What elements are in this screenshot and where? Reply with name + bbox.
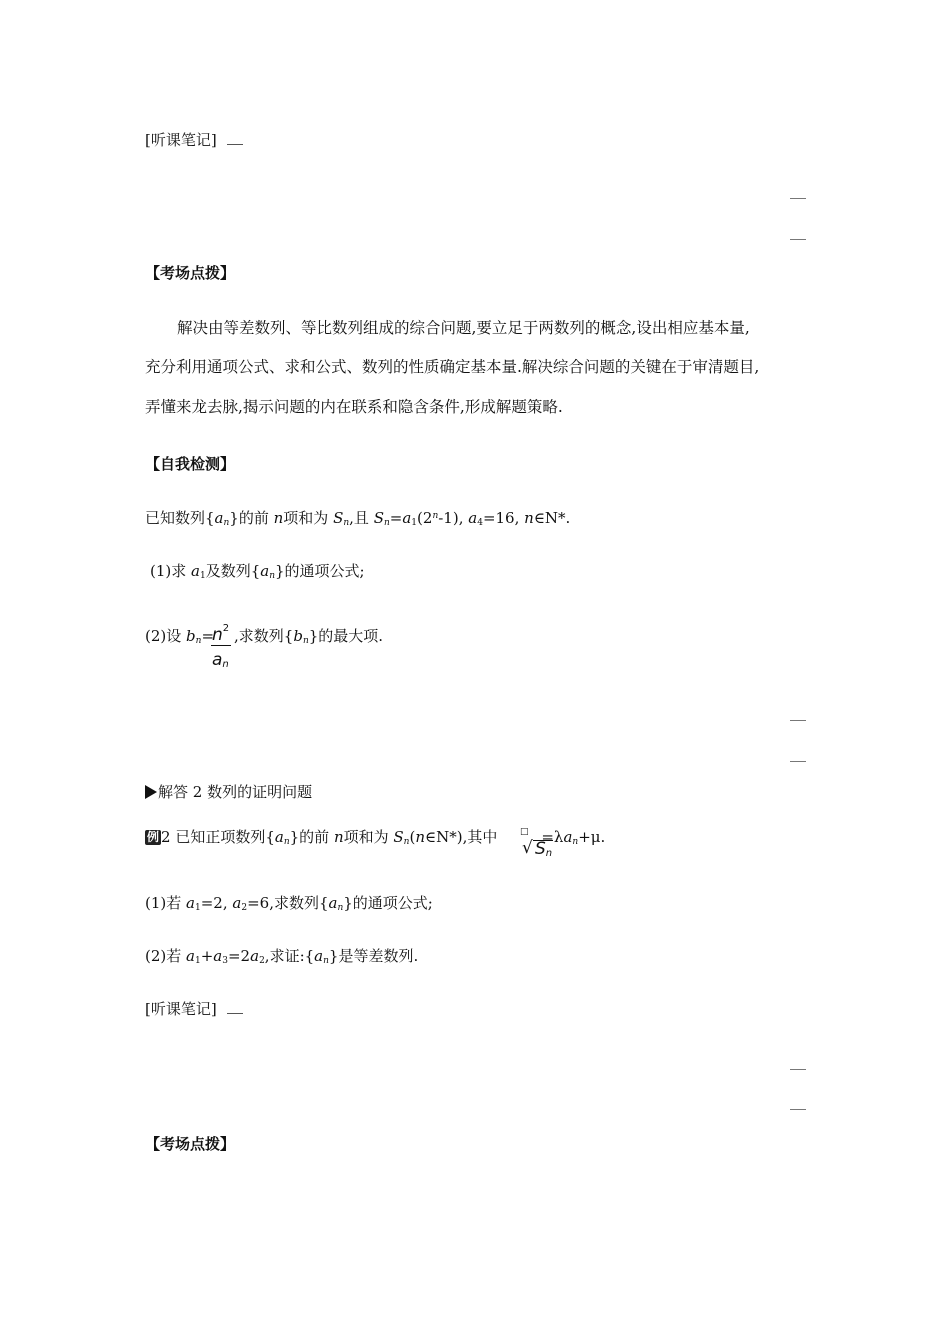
right-dash-5 (790, 1069, 806, 1070)
notes-blank-2[interactable] (227, 1001, 243, 1014)
notes-label-2: [听课笔记] (145, 999, 243, 1019)
tips-paragraph-line-2: 充分利用通项公式、求和公式、数列的性质确定基本量.解决综合问题的关键在于审清题目, (145, 358, 760, 376)
right-dash-4 (790, 761, 806, 762)
tips-paragraph-line-3: 弄懂来龙去脉,揭示问题的内在联系和隐含条件,形成解题策略. (145, 398, 563, 416)
notes-blank-1[interactable] (227, 132, 243, 145)
right-dash-1 (790, 198, 806, 199)
tips-heading-2: 【考场点拨】 (145, 1135, 236, 1153)
example-2-problem: 例 2 已知正项数列$\{a_n\}$的前 n项和为 $S_n(n\in N*)$,其中 $=\lambda a_n+\mu$. (147, 828, 606, 847)
section-2-title: 解答 2 数列的证明问题 (145, 782, 312, 802)
tips-heading-1: 【考场点拨】 (145, 264, 236, 282)
example-question-2: (2)若 $a_1+a_3=2a_2$,求证$:\{a_n\}$是等差数列. (145, 947, 419, 966)
selfcheck-question-1: (1)求 $a_1$及数列$\{a_n\}$的通项公式; (150, 562, 365, 581)
selfcheck-question-2: (2)设 $b_n=$ ,求数列$\{b_n\}$的最大项. (145, 627, 384, 646)
right-dash-6 (790, 1109, 806, 1110)
example-question-1: (1)若 $a_1=2$, $a_2=6$,求数列$\{a_n\}$的通项公式; (145, 894, 433, 913)
right-dash-2 (790, 239, 806, 240)
right-dash-3 (790, 720, 806, 721)
notes-label-1: [听课笔记] (145, 130, 243, 150)
triangle-marker-icon (145, 785, 157, 799)
selfcheck-problem: 已知数列$\{a_n\}$的前 n项和为 $S_n$,且 $S_n=a_1(2^n-1)$, $a_4=16$, n∈N*. (145, 509, 571, 528)
selfcheck-heading: 【自我检测】 (145, 455, 236, 473)
example-badge: 例 (147, 830, 160, 844)
tips-paragraph-line-1: 解决由等差数列、等比数列组成的综合问题,要立足于两数列的概念,设出相应基本量, (177, 319, 750, 337)
